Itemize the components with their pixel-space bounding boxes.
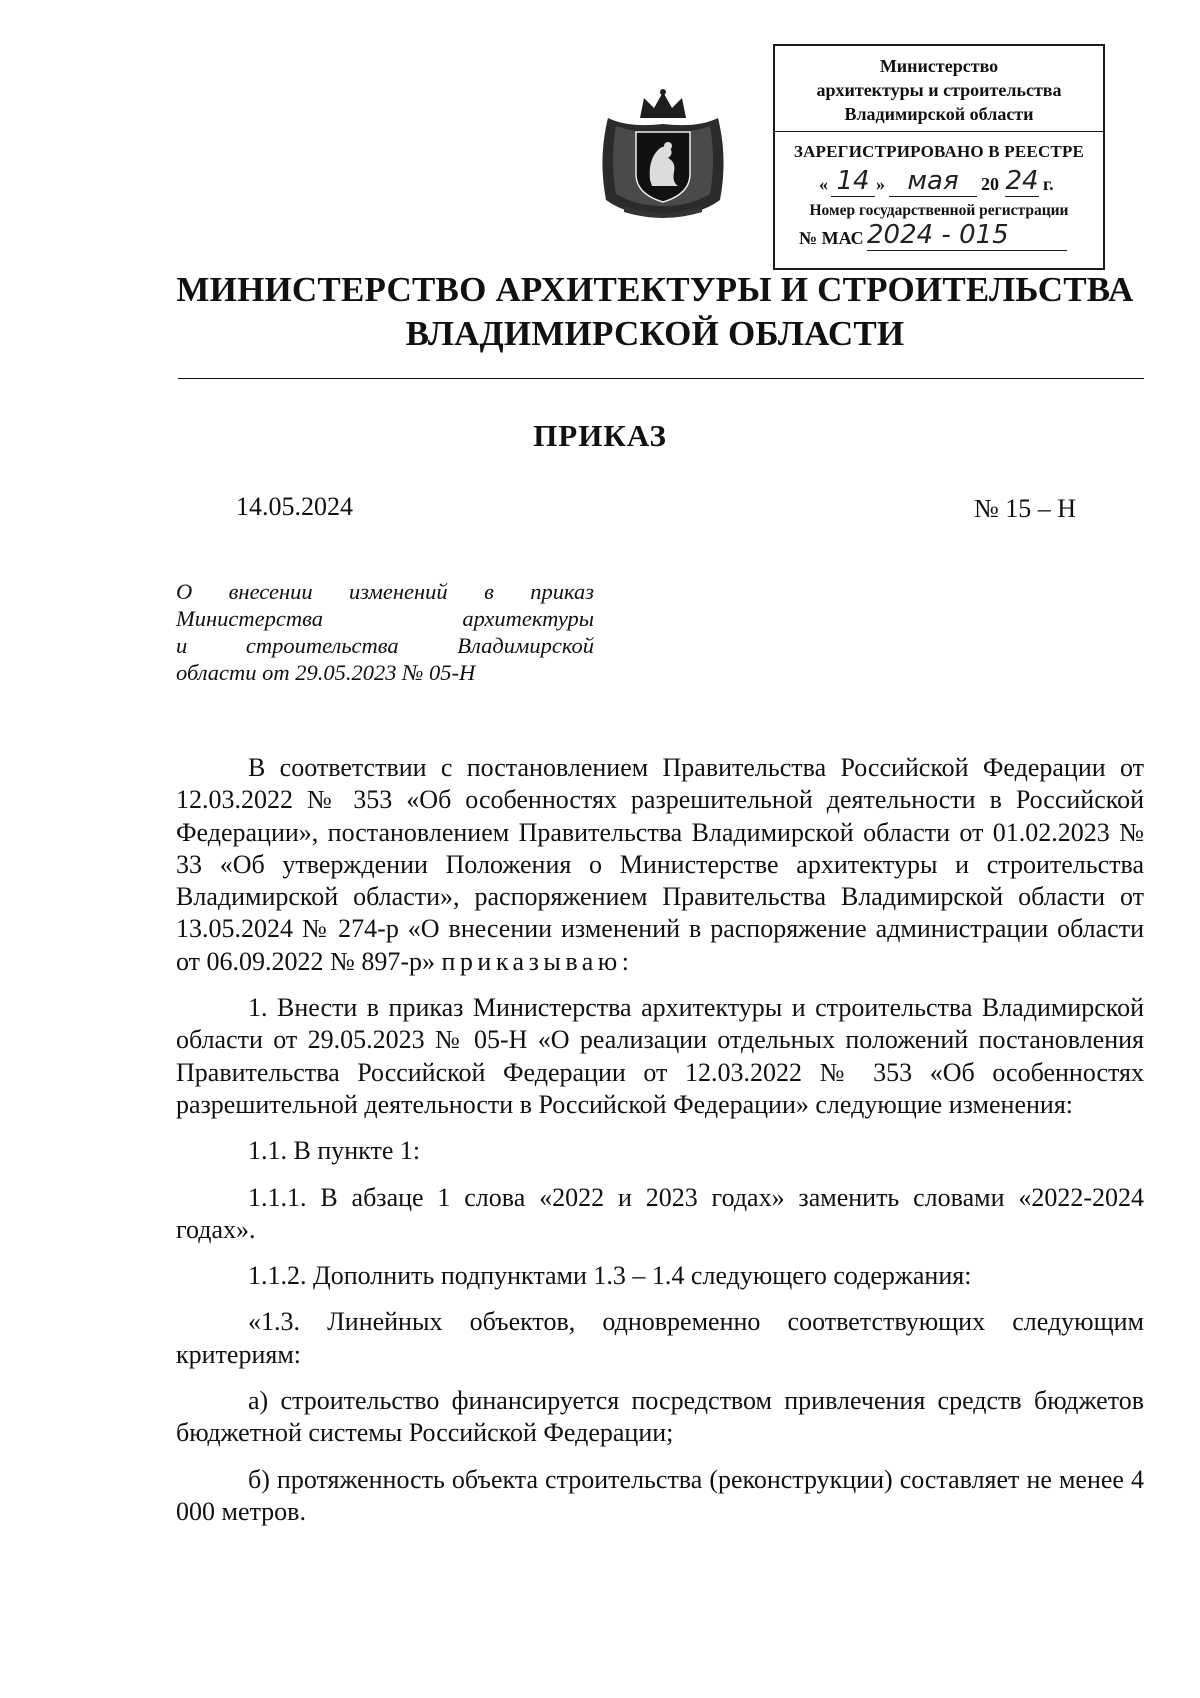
- body-paragraph: 1.1.1. В абзаце 1 слова «2022 и 2023 годах» заменить словами «2022-2024 годах».: [176, 1182, 1144, 1244]
- stamp-ministry-line: Владимирской области: [844, 104, 1034, 124]
- document-body: [176, 752, 1144, 1528]
- stamp-ministry-line: Министерство: [879, 56, 999, 76]
- subject-line: и строительства Владимирской: [176, 633, 594, 658]
- stamp-date-close-quote: »: [876, 174, 885, 194]
- header-divider: [178, 378, 1144, 379]
- stamp-reg-number-label: Номер государственной регистрации: [809, 202, 1069, 219]
- body-paragraph: «1.3. Линейных объектов, одновременно соответствующих следующим критериям:: [176, 1307, 1144, 1369]
- ministry-header: [170, 268, 1140, 356]
- ministry-header-line: МИНИСТЕРСТВО АРХИТЕКТУРЫ И СТРОИТЕЛЬСТВА: [176, 270, 1134, 309]
- stamp-ministry-name: [775, 46, 1103, 132]
- coat-of-arms-emblem: [588, 88, 738, 220]
- stamp-ministry-line: архитектуры и строительства: [816, 80, 1062, 100]
- body-paragraph: а) строительство финансируется посредством привлечения средств бюджетов бюджетной системы Российской Федерации;: [176, 1386, 1144, 1448]
- document-number: № 15 – Н: [974, 494, 1077, 523]
- stamp-registered-label: ЗАРЕГИСТРИРОВАНО В РЕЕСТРЕ: [793, 142, 1085, 161]
- document-subject: [176, 578, 594, 686]
- subject-line: Министерства архитектуры: [176, 606, 594, 631]
- subject-line: О внесении изменений в приказ: [176, 579, 594, 604]
- stamp-date-day-handwritten: 14: [831, 166, 875, 197]
- registration-stamp: [773, 44, 1105, 270]
- stamp-date-year-prefix: 20: [981, 174, 999, 194]
- body-paragraph: 1.1.2. Дополнить подпунктами 1.3 – 1.4 следующего содержания:: [248, 1261, 972, 1291]
- stamp-date-row: [775, 166, 1103, 200]
- stamp-date-suffix: г.: [1043, 174, 1054, 194]
- ministry-header-line: ВЛАДИМИРСКОЙ ОБЛАСТИ: [405, 314, 905, 353]
- stamp-date-open-quote: «: [819, 174, 828, 194]
- document-date: 14.05.2024: [236, 492, 353, 521]
- order-word: приказываю:: [441, 946, 634, 976]
- document-type-title: ПРИКАЗ: [533, 418, 667, 453]
- stamp-date-month-handwritten: мая: [889, 166, 977, 197]
- body-paragraph: [176, 752, 1144, 978]
- body-paragraph: 1.1. В пункте 1:: [248, 1136, 421, 1166]
- subject-line: области от 29.05.2023 № 05-Н: [176, 660, 476, 685]
- stamp-reg-number-row: [775, 222, 1103, 252]
- stamp-reg-number-prefix: № МАС: [799, 228, 864, 248]
- preamble-text: В соответствии с постановлением Правительства Российской Федерации от 12.03.2022 № 353 «Об особенностях разрешительной деятельности в Российской Федерации», постановлением Правительства Владимирской области от 01.02.2023 № 33 «Об утверждении Положения о Министерстве архитектуры и строительства Владимирской области», распоряжением Правительства Владимирской области от 13.05.2024 № 274-р «О внесении изменений в распоряжение администрации области от 06.09.2022 № 897-р»: [176, 753, 1144, 976]
- body-paragraph: 1. Внести в приказ Министерства архитектуры и строительства Владимирской области от 29.05.2023 № 05-Н «О реализации отдельных положений постановления Правительства Российской Федерации от 12.03.2022 № 353 «Об особенностях разрешительной деятельности в Российской Федерации» следующие изменения:: [176, 993, 1144, 1119]
- stamp-date-year-handwritten: 24: [1005, 166, 1039, 196]
- body-paragraph: б) протяженность объекта строительства (реконструкции) составляет не менее 4 000 метров.: [176, 1464, 1144, 1526]
- stamp-reg-number-handwritten: 2024 - 015: [867, 220, 1067, 251]
